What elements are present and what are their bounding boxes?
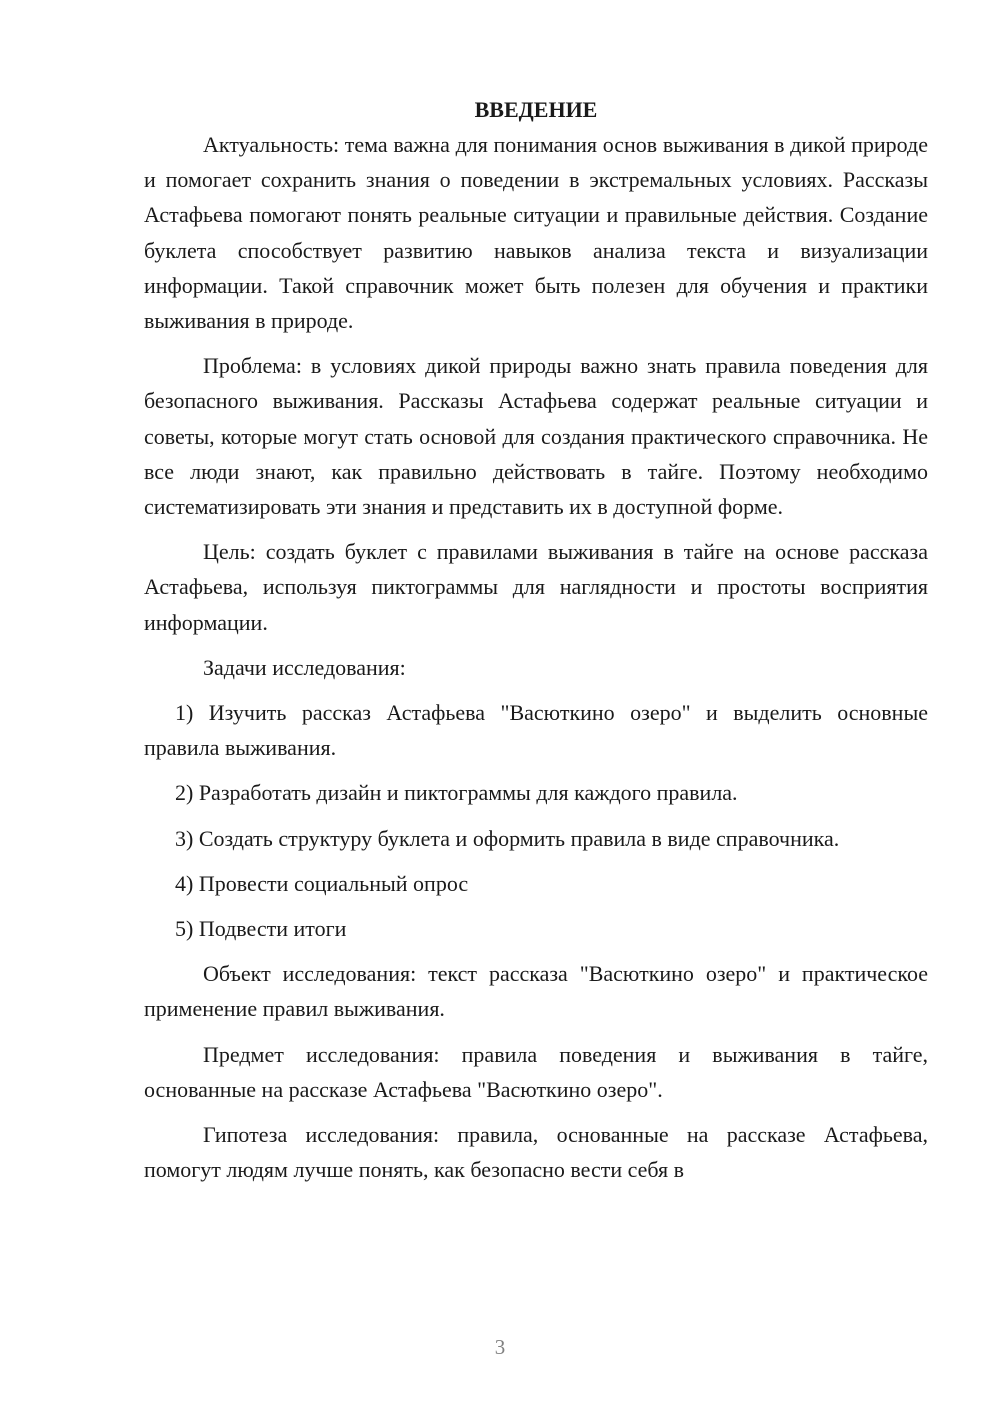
- hypothesis-paragraph: Гипотеза исследования: правила, основанные на рассказе Астафьева, помогут людям лучше понять, как безопасно вести себя в: [144, 1122, 928, 1183]
- goal-paragraph: Цель: создать буклет с правилами выживания в тайге на основе рассказа Астафьева, используя пиктограммы для наглядности и простоты восприятия информации.: [144, 539, 928, 635]
- problem-paragraph: Проблема: в условиях дикой природы важно знать правила поведения для безопасного выживания. Рассказы Астафьева содержат реальные ситуации и советы, которые могут стать основой для создания практического справочника. Не все люди знают, как правильно действовать в тайге. Поэтому необходимо систематизировать эти знания и представить их в доступной форме.: [144, 353, 928, 520]
- object-paragraph: Объект исследования: текст рассказа "Васюткино озеро" и практическое применение правил выживания.: [144, 961, 928, 1022]
- document-page: [144, 92, 928, 1197]
- task-item: 4) Провести социальный опрос: [175, 870, 469, 896]
- relevance-paragraph: Актуальность: тема важна для понимания основ выживания в дикой природе и помогает сохранить знания о поведении в экстремальных условиях. Рассказы Астафьева помогают понять реальные ситуации и правильные действия. Создание буклета способствует развитию навыков анализа текста и визуализации информации. Такой справочник может быть полезен для обучения и практики выживания в природе.: [144, 132, 928, 334]
- section-heading: ВВЕДЕНИЕ: [474, 97, 598, 122]
- tasks-heading: Задачи исследования:: [203, 654, 406, 680]
- subject-paragraph: Предмет исследования: правила поведения и выживания в тайге, основанные на рассказе Астафьева "Васюткино озеро".: [144, 1041, 928, 1102]
- task-item: 1) Изучить рассказ Астафьева "Васюткино озеро" и выделить основные правила выживания.: [144, 700, 928, 761]
- page-number: 3: [494, 1335, 506, 1359]
- task-item: 2) Разработать дизайн и пиктограммы для каждого правила.: [175, 780, 738, 806]
- task-item: 3) Создать структуру буклета и оформить правила в виде справочника.: [175, 825, 840, 851]
- task-item: 5) Подвести итоги: [175, 916, 347, 942]
